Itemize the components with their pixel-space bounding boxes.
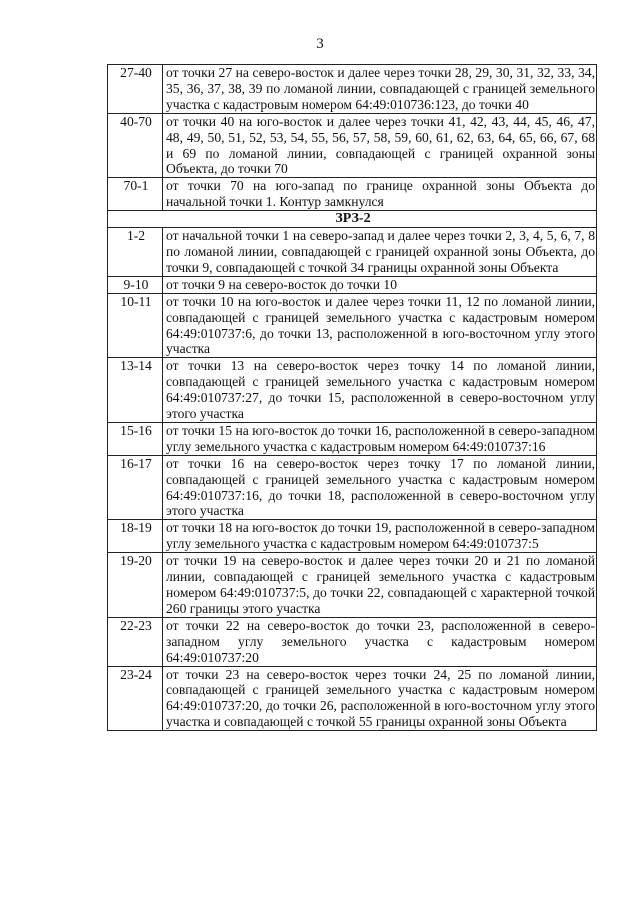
- description-cell: от точки 19 на северо-восток и далее через точки 20 и 21 по ломаной линии, совпадающей с границей земельного участка с кадастровым номером 64:49:010737:5, до точки 22, совпадающей с характерной точкой 260 границы этого участка: [163, 553, 597, 618]
- table-row: [108, 520, 597, 553]
- section-header-row: [108, 211, 597, 228]
- table-row: [108, 422, 597, 455]
- segment-cell: 15-16: [108, 422, 163, 455]
- description-cell: от точки 70 на юго-запад по границе охранной зоны Объекта до начальной точки 1. Контур замкнулся: [163, 178, 597, 211]
- description-cell: от начальной точки 1 на северо-запад и далее через точки 2, 3, 4, 5, 6, 7, 8 по ломаной линии, совпадающей с границей охранной зоны Объекта, до точки 9, совпадающей с точкой 34 границы охранной зоны Объекта: [163, 228, 597, 277]
- description-cell: от точки 10 на юго-восток и далее через точки 11, 12 по ломаной линии, совпадающей с границей земельного участка с кадастровым номером 64:49:010737:6, до точки 13, расположенной в юго-восточном углу этого участка: [163, 293, 597, 358]
- segment-cell: 1-2: [108, 228, 163, 277]
- table-row: [108, 228, 597, 277]
- segment-cell: 23-24: [108, 666, 163, 731]
- description-cell: от точки 16 на северо-восток через точку 17 по ломаной линии, совпадающей с границей земельного участка с кадастровым номером 64:49:010737:16, до точки 18, расположенной в северо-восточном углу этого участка: [163, 455, 597, 520]
- table-row: [108, 65, 597, 114]
- table-row: [108, 178, 597, 211]
- table-row: [108, 293, 597, 358]
- description-cell: от точки 15 на юго-восток до точки 16, расположенной в северо-западном углу земельного участка с кадастровым номером 64:49:010737:16: [163, 422, 597, 455]
- segment-cell: 10-11: [108, 293, 163, 358]
- table-row: [108, 276, 597, 293]
- boundary-description-table: [107, 64, 597, 731]
- description-cell: от точки 40 на юго-восток и далее через точки 41, 42, 43, 44, 45, 46, 47, 48, 49, 50, 51, 52, 53, 54, 55, 56, 57, 58, 59, 60, 61, 62, 63, 64, 65, 66, 67, 68 и 69 по ломаной линии, совпадающей с границей охранной зоны Объекта, до точки 70: [163, 113, 597, 178]
- description-cell: от точки 18 на юго-восток до точки 19, расположенной в северо-западном углу земельного участка с кадастровым номером 64:49:010737:5: [163, 520, 597, 553]
- description-cell: от точки 27 на северо-восток и далее через точки 28, 29, 30, 31, 32, 33, 34, 35, 36, 37, 38, 39 по ломаной линии, совпадающей с границей земельного участка с кадастровым номером 64:49:010736:123, до точки 40: [163, 65, 597, 114]
- segment-cell: 27-40: [108, 65, 163, 114]
- table-row: [108, 617, 597, 666]
- segment-cell: 9-10: [108, 276, 163, 293]
- section-title: ЗРЗ-2: [108, 211, 597, 228]
- table-row: [108, 666, 597, 731]
- page-number: 3: [316, 36, 324, 52]
- segment-cell: 22-23: [108, 617, 163, 666]
- description-cell: от точки 13 на северо-восток через точку 14 по ломаной линии, совпадающей с границей земельного участка с кадастровым номером 64:49:010737:27, до точки 15, расположенной в северо-восточном углу этого участка: [163, 358, 597, 423]
- table-row: [108, 455, 597, 520]
- table-row: [108, 553, 597, 618]
- segment-cell: 40-70: [108, 113, 163, 178]
- table-row: [108, 358, 597, 423]
- segment-cell: 19-20: [108, 553, 163, 618]
- segment-cell: 18-19: [108, 520, 163, 553]
- segment-cell: 13-14: [108, 358, 163, 423]
- description-cell: от точки 9 на северо-восток до точки 10: [163, 276, 597, 293]
- description-cell: от точки 23 на северо-восток через точки 24, 25 по ломаной линии, совпадающей с границей земельного участка с кадастровым номером 64:49:010737:20, до точки 26, расположенной в юго-восточном углу этого участка и совпадающей с точкой 55 границы охранной зоны Объекта: [163, 666, 597, 731]
- segment-cell: 70-1: [108, 178, 163, 211]
- segment-cell: 16-17: [108, 455, 163, 520]
- description-cell: от точки 22 на северо-восток до точки 23, расположенной в северо-западном углу земельного участка с кадастровым номером 64:49:010737:20: [163, 617, 597, 666]
- table-row: [108, 113, 597, 178]
